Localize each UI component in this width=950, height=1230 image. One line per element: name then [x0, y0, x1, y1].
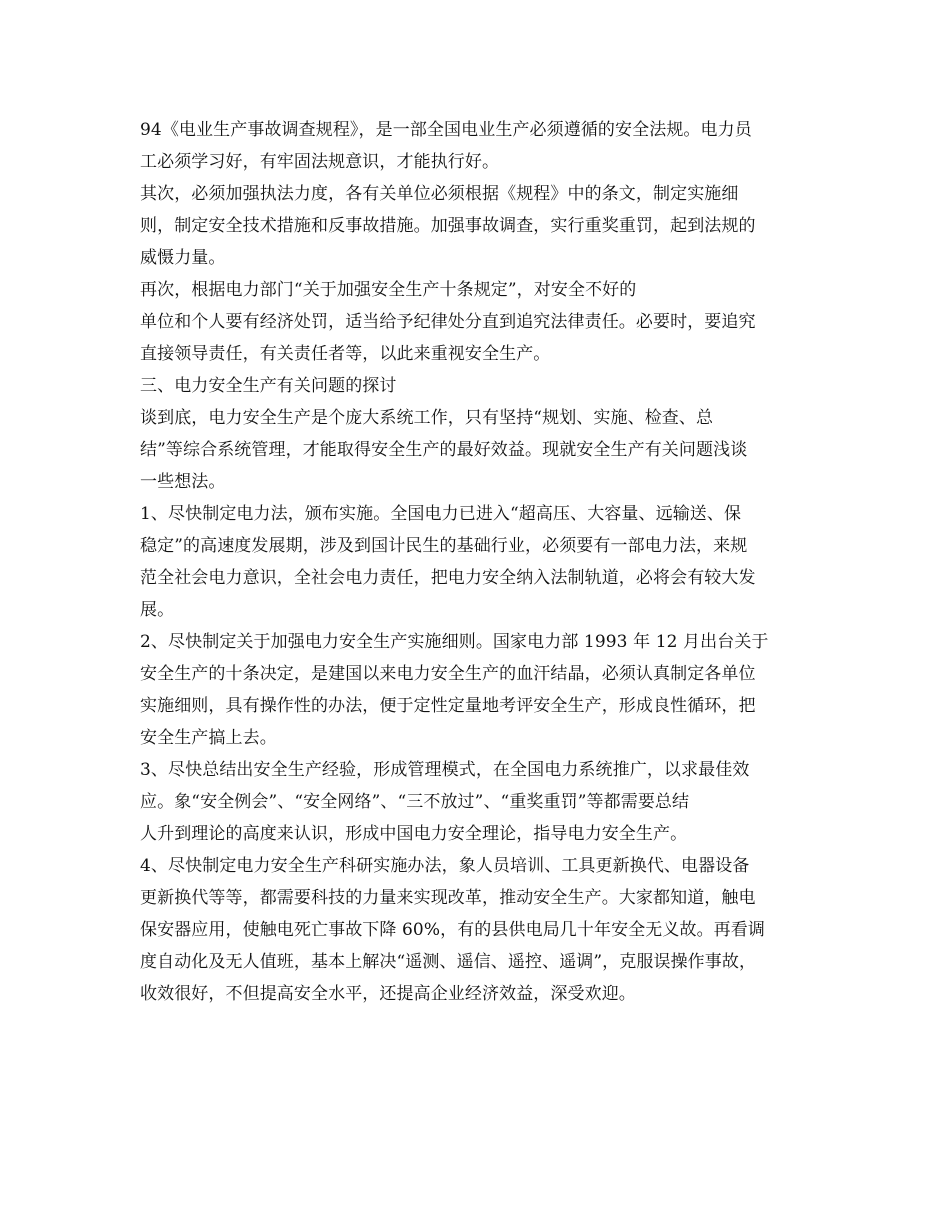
text-line: 94《电业生产事故调查规程》，是一部全国电业生产必须遵循的安全法规。电力员	[140, 120, 752, 140]
text-line: 则，制定安全技术措施和反事故措施。加强事故调查，实行重奖重罚，起到法规的	[140, 216, 756, 236]
text-line: 度自动化及无人值班，基本上解决“遥测、遥信、遥控、遥调”，克服误操作事故，	[140, 952, 757, 972]
text-line: 实施细则，具有操作性的办法，便于定性定量地考评安全生产，形成良性循环，把	[140, 696, 756, 716]
text-line: 3、尽快总结出安全生产经验，形成管理模式，在全国电力系统推广，以求最佳效	[140, 760, 750, 780]
text-line: 收效很好，不但提高安全水平，还提高企业经济效益，深受欢迎。	[140, 984, 636, 1004]
text-line: 一些想法。	[140, 472, 226, 492]
body-text	[140, 114, 812, 1010]
text-line: 其次，必须加强执法力度，各有关单位必须根据《规程》中的条文，制定实施细	[140, 184, 739, 204]
text-line: 直接领导责任，有关责任者等，以此来重视安全生产。	[140, 344, 551, 364]
text-line: 单位和个人要有经济处罚，适当给予纪律处分直到追究法律责任。必要时，要追究	[140, 312, 756, 332]
text-line: 人升到理论的高度来认识，形成中国电力安全理论，指导电力安全生产。	[140, 824, 688, 844]
text-line: 2、尽快制定关于加强电力安全生产实施细则。国家电力部 1993 年 12 月出台关于	[140, 632, 769, 652]
text-line: 4、尽快制定电力安全生产科研实施办法，象人员培训、工具更新换代、电器设备	[140, 856, 750, 876]
text-line: 工必须学习好，有牢固法规意识，才能执行好。	[140, 152, 500, 172]
text-line: 范全社会电力意识，全社会电力责任，把电力安全纳入法制轨道，必将会有较大发	[140, 568, 756, 588]
text-line: 展。	[140, 600, 175, 620]
text-line: 1、尽快制定电力法，颁布实施。全国电力已进入“超高压、大容量、远输送、保	[140, 504, 742, 524]
text-line: 更新换代等等，都需要科技的力量来实现改革，推动安全生产。大家都知道，触电	[140, 888, 756, 908]
text-line: 结”等综合系统管理，才能取得安全生产的最好效益。现就安全生产有关问题浅谈	[140, 440, 748, 460]
text-line: 谈到底，电力安全生产是个庞大系统工作，只有坚持“规划、实施、检查、总	[140, 408, 714, 428]
text-line: 威慑力量。	[140, 248, 226, 268]
text-line: 三、电力安全生产有关问题的探讨	[140, 376, 397, 396]
text-line: 保安器应用，使触电死亡事故下降 60%，有的县供电局几十年安全无义故。再看调	[140, 920, 765, 940]
text-line: 应。象“安全例会”、“安全网络”、“三不放过”、“重奖重罚”等都需要总结	[140, 792, 690, 812]
text-line: 安全生产的十条决定，是建国以来电力安全生产的血汗结晶，必须认真制定各单位	[140, 664, 756, 684]
text-line: 稳定”的高速度发展期，涉及到国计民生的基础行业，必须要有一部电力法，来规	[140, 536, 748, 556]
text-line: 安全生产搞上去。	[140, 728, 277, 748]
text-line: 再次，根据电力部门“关于加强安全生产十条规定”，对安全不好的	[140, 280, 637, 300]
